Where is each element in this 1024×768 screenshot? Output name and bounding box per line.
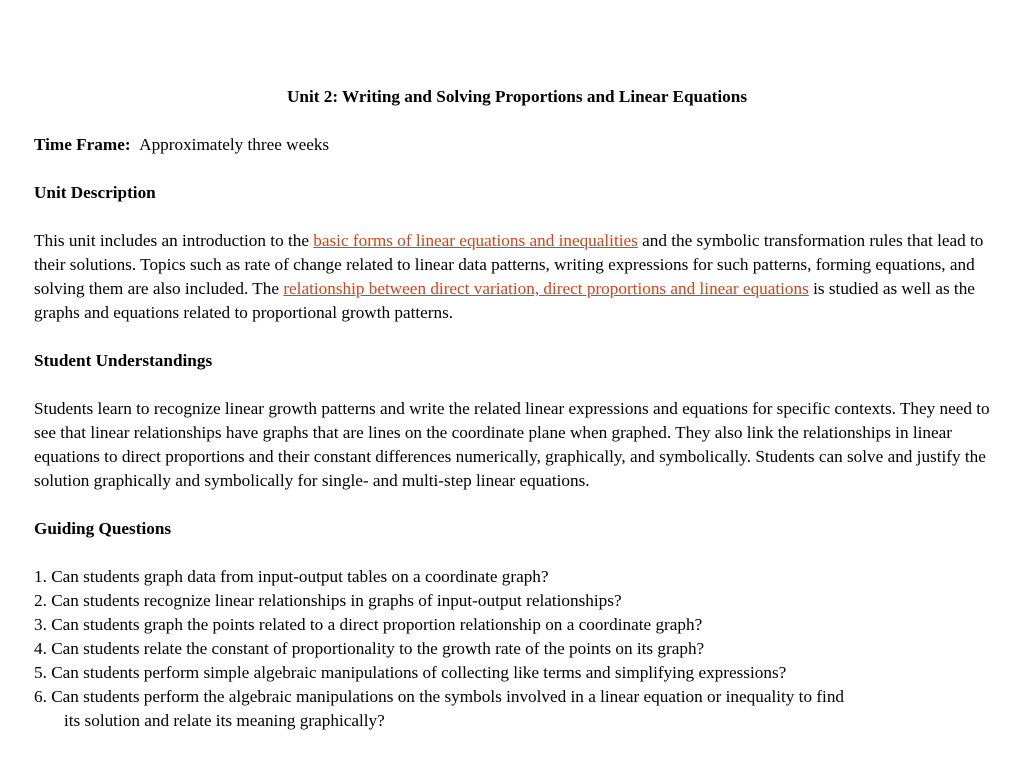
spacer <box>34 541 1000 565</box>
list-item-continuation: its solution and relate its meaning graphically? <box>64 711 385 730</box>
basic-forms-link[interactable]: basic forms of linear equations and inequalities <box>313 231 638 250</box>
list-item: 1. Can students graph data from input-output tables on a coordinate graph? <box>34 567 549 586</box>
document-page <box>34 85 1000 733</box>
guiding-questions-heading: Guiding Questions <box>34 519 172 538</box>
unit-description-paragraph <box>34 229 1000 325</box>
list-item: 4. Can students relate the constant of proportionality to the growth rate of the points on its graph? <box>34 639 705 658</box>
spacer <box>34 109 1000 133</box>
unit-description-text-1: This unit includes an introduction to the <box>34 231 314 250</box>
list-item: 3. Can students graph the points related to a direct proportion relationship on a coordinate graph? <box>34 615 703 634</box>
guiding-questions-list <box>34 565 1000 733</box>
list-item: 2. Can students recognize linear relationships in graphs of input-output relationships? <box>34 591 622 610</box>
unit-description-heading: Unit Description <box>34 183 156 202</box>
spacer <box>34 157 1000 181</box>
spacer <box>34 325 1000 349</box>
time-frame-label: Time Frame: <box>34 135 131 154</box>
direct-variation-link[interactable]: relationship between direct variation, direct proportions and linear equations <box>283 279 809 298</box>
page-title: Unit 2: Writing and Solving Proportions and Linear Equations <box>286 87 748 106</box>
spacer <box>34 493 1000 517</box>
unit-description-text-2: and the symbolic transformation rules that lead to their solutions. Topics such as rate of change related to linear data patterns, writing expressions for such patterns, forming equations, and solving them are also included. The <box>34 231 984 298</box>
student-understandings-paragraph: Students learn to recognize linear growth patterns and write the related linear expressions and equations for specific contexts. They need to see that linear relationships have graphs that are lines on the coordinate plane when graphed. They also link the relationships in linear equations to direct proportions and their constant differences numerically, graphically, and symbolically. Students can solve and justify the solution graphically and symbolically for single- and multi-step linear equations. <box>34 399 990 490</box>
time-frame-line <box>34 133 1000 157</box>
spacer <box>34 373 1000 397</box>
unit-description-text-3: is studied as well as the graphs and equations related to proportional growth patterns. <box>34 279 975 322</box>
list-item: 5. Can students perform simple algebraic manipulations of collecting like terms and simplifying expressions? <box>34 663 787 682</box>
student-understandings-heading: Student Understandings <box>34 351 213 370</box>
list-item: 6. Can students perform the algebraic manipulations on the symbols involved in a linear equation or inequality to find <box>34 687 845 706</box>
time-frame-value: Approximately three weeks <box>139 135 330 154</box>
spacer <box>34 205 1000 229</box>
